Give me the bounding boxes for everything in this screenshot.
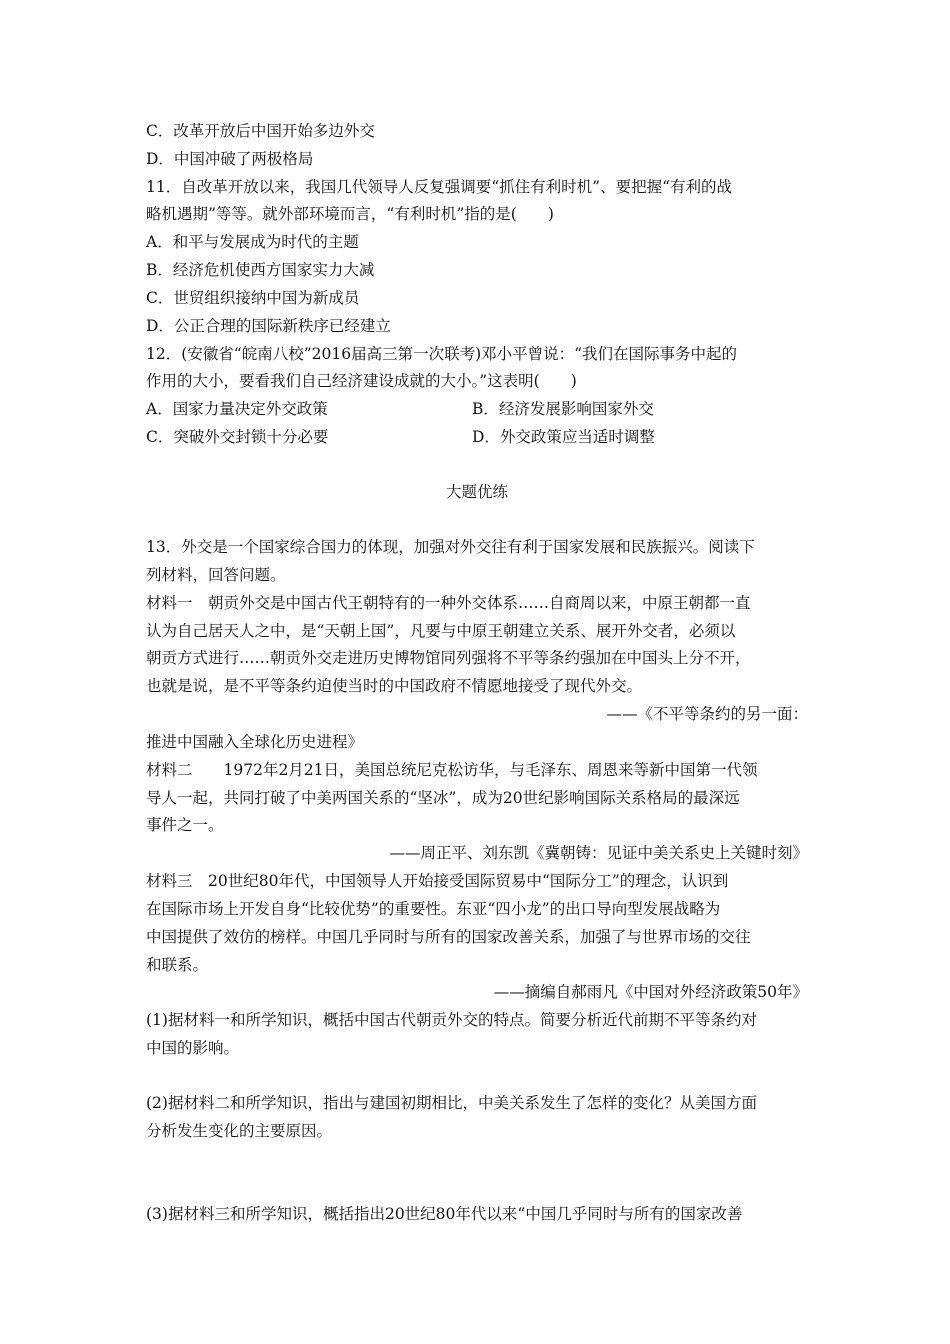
q12-option-d: D．外交政策应当适时调整 — [472, 428, 655, 446]
q11-stem-line-2: 略机遇期”等等。就外部环境而言，“有利时机”指的是( ) — [146, 205, 554, 223]
q12-option-a: A．国家力量决定外交政策 — [146, 400, 328, 418]
material-1-line-3: 朝贡方式进行……朝贡外交走进历史博物馆同列强将不平等条约强加在中国头上分不开， — [146, 649, 751, 667]
material-3-source: ——摘编自郝雨凡《中国对外经济政策50年》 — [493, 983, 808, 1001]
material-2-line-1: 材料二 1972年2月21日，美国总统尼克松访华，与毛泽东、周恩来等新中国第一代领 — [146, 761, 758, 779]
material-1-line-4: 也就是说，是不平等条约迫使当时的中国政府不情愿地接受了现代外交。 — [146, 677, 643, 695]
q12-option-c: C．突破外交封锁十分必要 — [146, 428, 329, 446]
q10-option-c: C．改革开放后中国开始多边外交 — [146, 122, 375, 140]
q11-stem-line-1: 11．自改革开放以来，我国几代领导人反复强调要“抓住有利时机”、要把握“有利的战 — [146, 178, 732, 196]
q13-stem-line-2: 列材料，回答问题。 — [146, 566, 286, 584]
q11-option-d: D．公正合理的国际新秩序已经建立 — [146, 317, 391, 335]
q12-stem-line-2: 作用的大小，要看我们自己经济建设成就的大小。”这表明( ) — [146, 372, 577, 390]
material-2-line-2: 导人一起，共同打破了中美两国关系的“坚冰”，成为20世纪影响国际关系格局的最深远 — [146, 789, 740, 807]
sub-question-2-line-1: (2)据材料二和所学知识，指出与建国初期相比，中美关系发生了怎样的变化？从美国方面 — [146, 1094, 757, 1112]
q11-option-c: C．世贸组织接纳中国为新成员 — [146, 289, 360, 307]
material-2-source: ——周正平、刘东凯《冀朝铸：见证中美关系史上关键时刻》 — [389, 844, 808, 862]
sub-question-1-line-2: 中国的影响。 — [146, 1039, 240, 1057]
q11-option-a: A．和平与发展成为时代的主题 — [146, 233, 359, 251]
material-3-line-2: 在国际市场上开发自身“比较优势”的重要性。东亚“四小龙”的出口导向型发展战略为 — [146, 900, 721, 918]
q12-option-b: B．经济发展影响国家外交 — [472, 400, 654, 418]
sub-question-2-line-2: 分析发生变化的主要原因。 — [146, 1122, 333, 1140]
q11-option-b: B．经济危机使西方国家实力大减 — [146, 261, 375, 279]
material-2-line-3: 事件之一。 — [146, 816, 224, 834]
q12-stem-line-1: 12．(安徽省“皖南八校”2016届高三第一次联考)邓小平曾说：“我们在国际事务中起的 — [146, 345, 738, 363]
q13-stem-line-1: 13．外交是一个国家综合国力的体现，加强对外交往有利于国家发展和民族振兴。阅读下 — [146, 538, 755, 556]
sub-question-1-line-1: (1)据材料一和所学知识，概括中国古代朝贡外交的特点。简要分析近代前期不平等条约对 — [146, 1011, 757, 1029]
material-1-source-line-1: ——《不平等条约的另一面： — [606, 705, 808, 723]
section-title: 大题优练 — [445, 483, 508, 501]
material-1-line-2: 认为自己居天人之中，是“天朝上国”，凡要与中原王朝建立关系、展开外交者，必须以 — [146, 622, 736, 640]
material-3-line-3: 中国提供了效仿的榜样。中国几乎同时与所有的国家改善关系，加强了与世界市场的交往 — [146, 928, 751, 946]
material-1-source-line-2: 推进中国融入全球化历史进程》 — [146, 733, 364, 751]
material-1-line-1: 材料一 朝贡外交是中国古代王朝特有的一种外交体系……自商周以来，中原王朝都一直 — [146, 594, 751, 612]
sub-question-3-line-1: (3)据材料三和所学知识，概括指出20世纪80年代以来“中国几乎同时与所有的国家改善 — [146, 1205, 743, 1223]
q10-option-d: D．中国冲破了两极格局 — [146, 150, 314, 168]
material-3-line-1: 材料三 20世纪80年代，中国领导人开始接受国际贸易中“国际分工”的理念，认识到 — [146, 872, 729, 890]
material-3-line-4: 和联系。 — [146, 956, 209, 974]
